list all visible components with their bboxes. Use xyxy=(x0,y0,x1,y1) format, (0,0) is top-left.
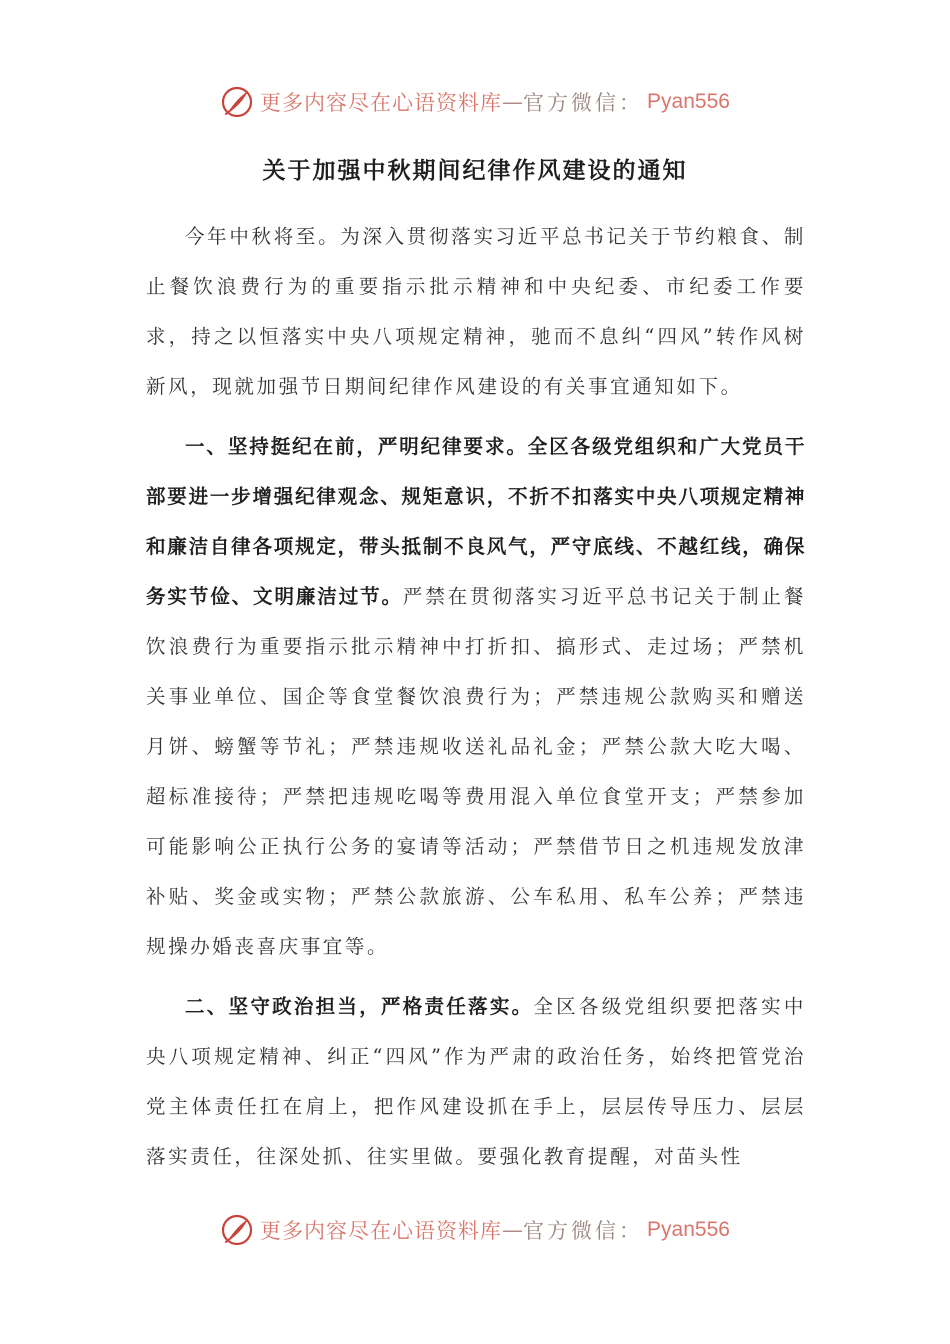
feather-pen-circle-icon xyxy=(220,1213,254,1247)
watermark-wechat-label: 官方微信： xyxy=(523,1219,644,1243)
section-1-body-bold: 全区各级党组织和广大党员干部要进一步增强纪律观念、规矩意识，不折不扣落实中央八项规定精神和廉洁自律各项规定，带头抵制不良风气，严守底线、不越红线，确保务实节俭、文明廉洁过节。 xyxy=(146,435,806,608)
section-1-heading: 一、坚持挺纪在前，严明纪律要求。 xyxy=(185,435,528,458)
watermark-footer xyxy=(0,1210,950,1250)
document-body xyxy=(146,212,806,1182)
watermark-separator: — xyxy=(502,1218,524,1242)
section-2-paragraph xyxy=(146,982,806,1182)
section-2-heading: 二、坚守政治担当，严格责任落实。 xyxy=(185,995,534,1018)
watermark-wechat-id: Pyan556 xyxy=(647,1218,730,1241)
section-1-body: 严禁在贯彻落实习近平总书记关于制止餐饮浪费行为重要指示批示精神中打折扣、搞形式、走过场；严禁机关事业单位、国企等食堂餐饮浪费行为；严禁违规公款购买和赠送月饼、螃蟹等节礼；严禁违规收送礼品礼金；严禁公款大吃大喝、超标准接待；严禁把违规吃喝等费用混入单位食堂开支；严禁参加可能影响公正执行公务的宴请等活动；严禁借节日之机违规发放津补贴、奖金或实物；严禁公款旅游、公车私用、私车公养；严禁违规操办婚丧喜庆事宜等。 xyxy=(146,585,806,958)
section-2-body: 全区各级党组织要把落实中央八项规定精神、纠正“四风”作为严肃的政治任务，始终把管党治党主体责任扛在肩上，把作风建设抓在手上，层层传导压力、层层落实责任，往深处抓、往实里做。要强化教育提醒，对苗头性 xyxy=(146,995,807,1168)
watermark-text: 更多内容尽在心语资料库 xyxy=(260,91,503,115)
feather-pen-circle-icon xyxy=(220,85,254,119)
intro-paragraph: 今年中秋将至。为深入贯彻落实习近平总书记关于节约粮食、制止餐饮浪费行为的重要指示批示精神和中央纪委、市纪委工作要求，持之以恒落实中央八项规定精神，驰而不息纠“四风”转作风树新风，现就加强节日期间纪律作风建设的有关事宜通知如下。 xyxy=(146,225,806,398)
watermark-separator: — xyxy=(502,90,524,114)
document-title: 关于加强中秋期间纪律作风建设的通知 xyxy=(262,158,688,184)
section-1-paragraph xyxy=(146,422,806,972)
watermark-wechat-label: 官方微信： xyxy=(523,91,644,115)
watermark-header xyxy=(0,82,950,122)
watermark-wechat-id: Pyan556 xyxy=(647,90,730,113)
watermark-text: 更多内容尽在心语资料库 xyxy=(260,1219,503,1243)
